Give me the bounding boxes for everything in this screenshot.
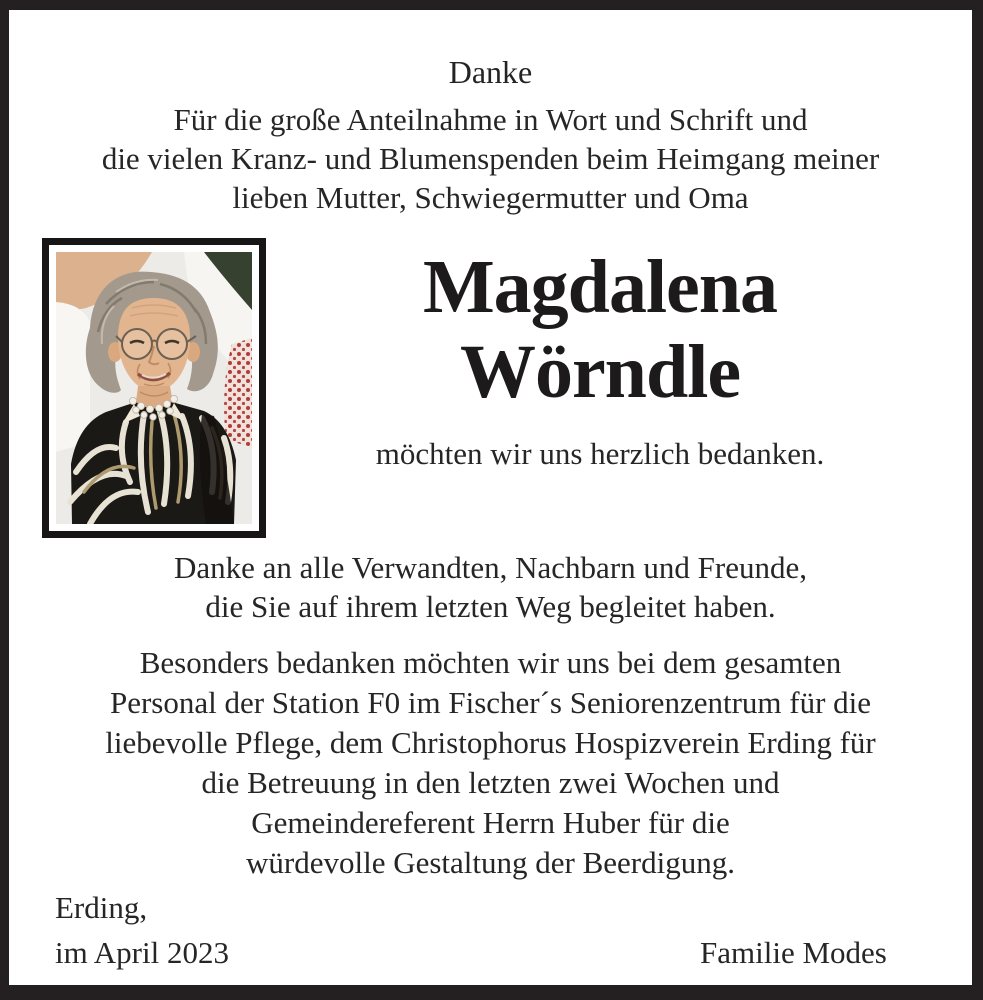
- deceased-name: [267, 245, 933, 415]
- special-thanks-line: Besonders bedanken möchten wir uns bei dem gesamten: [139, 645, 842, 680]
- intro-paragraph: [9, 100, 972, 217]
- special-thanks-line: liebevolle Pflege, dem Christophorus Hospizverein Erding für: [105, 725, 876, 760]
- family-signature: Familie Modes: [700, 935, 887, 970]
- thanks-line: die Sie auf ihrem letzten Weg begleitet haben.: [205, 589, 776, 624]
- portrait-photo-frame: [42, 238, 266, 538]
- notice-sheet: [9, 10, 972, 985]
- closing-line: möchten wir uns herzlich bedanken.: [375, 436, 825, 471]
- place-and-date: [55, 885, 229, 975]
- deceased-first-name: Magdalena: [422, 245, 778, 329]
- special-thanks-line: würdevolle Gestaltung der Beerdigung.: [246, 845, 735, 880]
- intro-line: lieben Mutter, Schwiegermutter und Oma: [232, 180, 749, 215]
- intro-line: Für die große Anteilnahme in Wort und Schrift und: [173, 102, 808, 137]
- thanks-paragraph: [9, 548, 972, 626]
- special-thanks-line: Personal der Station F0 im Fischer´s Seniorenzentrum für die: [109, 685, 872, 720]
- place-line: Erding,: [55, 890, 148, 925]
- special-thanks-paragraph: [9, 643, 972, 883]
- special-thanks-line: die Betreuung in den letzten zwei Wochen und: [201, 765, 780, 800]
- intro-line: die vielen Kranz- und Blumenspenden beim Heimgang meiner: [101, 141, 880, 176]
- deceased-last-name: Wörndle: [459, 330, 741, 414]
- thanks-line: Danke an alle Verwandten, Nachbarn und Freunde,: [174, 550, 807, 585]
- notice-title: Danke: [448, 54, 533, 90]
- special-thanks-line: Gemeindereferent Herrn Huber für die: [251, 805, 730, 840]
- portrait-photo: [56, 252, 252, 524]
- date-line: im April 2023: [55, 935, 229, 970]
